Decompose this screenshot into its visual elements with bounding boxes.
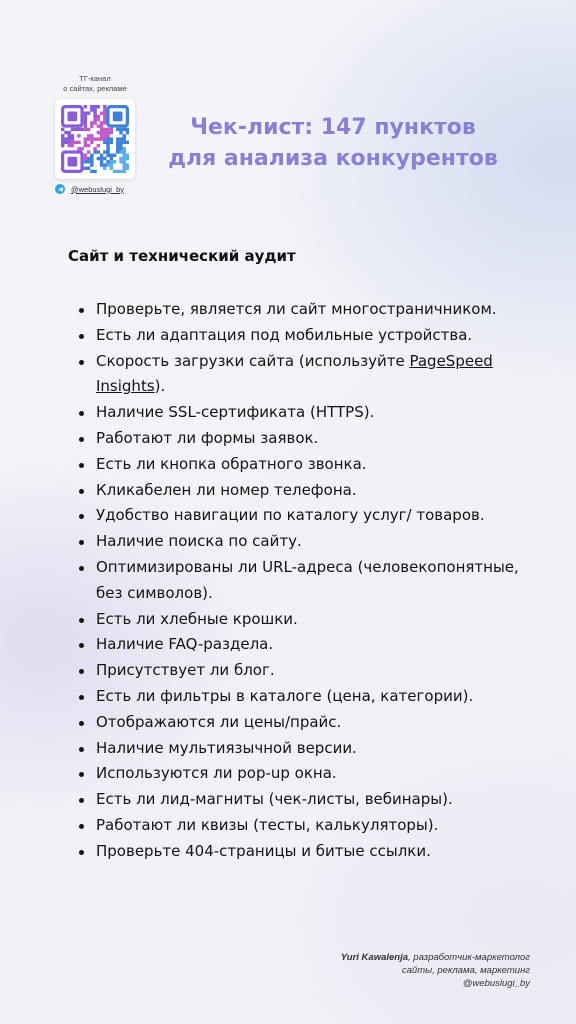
qr-module: [103, 131, 106, 134]
qr-module: [77, 128, 80, 131]
checklist-item: Есть ли хлебные крошки.: [70, 607, 540, 633]
qr-module: [103, 134, 106, 137]
qr-module: [71, 134, 74, 137]
qr-module: [123, 163, 126, 166]
qr-module: [123, 167, 126, 170]
qr-module: [93, 118, 96, 121]
qr-module: [84, 141, 87, 144]
qr-module: [110, 167, 113, 170]
qr-module: [113, 170, 116, 173]
checklist-item: Наличие мультиязычной версии.: [70, 736, 540, 762]
qr-module: [87, 111, 90, 114]
qr-module: [123, 150, 126, 153]
telegram-handle-link[interactable]: @webuslugi_by: [71, 184, 125, 194]
qr-module: [64, 137, 67, 140]
qr-module: [106, 144, 109, 147]
qr-module: [103, 105, 106, 108]
qr-module: [106, 160, 109, 163]
checklist-item: Работают ли формы заявок.: [70, 426, 540, 452]
qr-finder-inner: [113, 111, 123, 121]
qr-module: [103, 157, 106, 160]
qr-module: [84, 137, 87, 140]
qr-module: [123, 137, 126, 140]
qr-module: [84, 111, 87, 114]
checklist-item: Работают ли квизы (тесты, калькуляторы).: [70, 813, 540, 839]
qr-module: [67, 131, 70, 134]
page-title: [158, 112, 508, 174]
qr-module: [90, 154, 93, 157]
qr-module: [93, 108, 96, 111]
qr-module: [71, 128, 74, 131]
qr-module: [93, 170, 96, 173]
qr-module: [116, 147, 119, 150]
qr-module: [106, 150, 109, 153]
qr-module: [103, 121, 106, 124]
author-role: , разработчик-маркетолог: [408, 952, 530, 963]
qr-module: [110, 137, 113, 140]
qr-module: [80, 128, 83, 131]
qr-module: [93, 147, 96, 150]
qr-module: [71, 137, 74, 140]
qr-module: [67, 141, 70, 144]
qr-module: [116, 150, 119, 153]
title-line1: Чек-лист: 147 пунктов: [190, 115, 476, 140]
qr-module: [116, 128, 119, 131]
qr-module: [77, 134, 80, 137]
qr-module: [103, 167, 106, 170]
qr-module: [100, 157, 103, 160]
qr-module: [90, 141, 93, 144]
qr-module: [123, 170, 126, 173]
qr-module: [77, 141, 80, 144]
qr-module: [97, 131, 100, 134]
qr-module: [103, 115, 106, 118]
qr-module: [113, 154, 116, 157]
qr-module: [74, 128, 77, 131]
qr-caption-line1: ТГ-канал: [79, 74, 111, 83]
qr-module: [123, 160, 126, 163]
checklist-item-text: Скорость загрузки сайта (используйте: [96, 351, 410, 370]
qr-module: [106, 134, 109, 137]
qr-module: [103, 108, 106, 111]
qr-module: [106, 141, 109, 144]
checklist-item: Есть ли фильтры в каталоге (цена, категории).: [70, 684, 540, 710]
qr-module: [93, 105, 96, 108]
qr-module: [100, 163, 103, 166]
qr-module: [93, 111, 96, 114]
qr-module: [93, 137, 96, 140]
checklist-item: Оптимизированы ли URL-адреса (человекопонятные, без символов).: [70, 555, 540, 607]
telegram-handle[interactable]: [55, 184, 124, 194]
qr-module: [110, 163, 113, 166]
qr-caption: [50, 74, 140, 94]
qr-module: [90, 108, 93, 111]
qr-module: [87, 160, 90, 163]
checklist-item: Удобство навигации по каталогу услуг/ товаров.: [70, 503, 540, 529]
qr-module: [87, 137, 90, 140]
qr-module: [119, 131, 122, 134]
qr-module: [100, 131, 103, 134]
telegram-icon: [55, 184, 65, 194]
qr-module: [119, 150, 122, 153]
qr-finder-inner: [67, 111, 77, 121]
qr-module: [119, 137, 122, 140]
qr-module: [90, 121, 93, 124]
qr-module: [90, 170, 93, 173]
checklist-item-text: ).: [154, 377, 166, 396]
qr-code-pattern: [61, 105, 129, 173]
qr-module: [103, 150, 106, 153]
qr-module: [61, 134, 64, 137]
checklist-item: Отображаются ли цены/прайс.: [70, 710, 540, 736]
qr-module: [97, 157, 100, 160]
qr-module: [103, 118, 106, 121]
qr-module: [84, 105, 87, 108]
qr-module: [90, 137, 93, 140]
qr-caption-line2: о сайтах, рекламе: [63, 84, 127, 93]
qr-module: [61, 137, 64, 140]
checklist-item: Наличие поиска по сайту.: [70, 529, 540, 555]
qr-module: [90, 160, 93, 163]
qr-module: [123, 128, 126, 131]
qr-module: [74, 141, 77, 144]
qr-module: [123, 154, 126, 157]
qr-module: [116, 170, 119, 173]
qr-module: [119, 144, 122, 147]
qr-module: [116, 141, 119, 144]
qr-module: [67, 137, 70, 140]
qr-module: [103, 137, 106, 140]
qr-module: [119, 157, 122, 160]
qr-module: [123, 141, 126, 144]
qr-module: [61, 128, 64, 131]
checklist-item: Кликабелен ли номер телефона.: [70, 478, 540, 504]
qr-module: [97, 115, 100, 118]
qr-module: [100, 121, 103, 124]
pagespeed-link[interactable]: PageSpeed Insights: [96, 351, 493, 396]
qr-module: [126, 141, 129, 144]
qr-module: [84, 167, 87, 170]
qr-module: [67, 144, 70, 147]
checklist-item: Используются ли pop-up окна.: [70, 761, 540, 787]
qr-module: [97, 150, 100, 153]
qr-module: [110, 141, 113, 144]
qr-module: [100, 160, 103, 163]
qr-module: [106, 128, 109, 131]
qr-module: [80, 147, 83, 150]
qr-module: [106, 131, 109, 134]
qr-module: [106, 154, 109, 157]
signature-line1: [341, 951, 530, 964]
qr-module: [93, 150, 96, 153]
qr-module: [64, 141, 67, 144]
qr-module: [119, 160, 122, 163]
qr-module: [103, 111, 106, 114]
qr-module: [77, 147, 80, 150]
qr-module: [126, 167, 129, 170]
qr-module: [84, 128, 87, 131]
checklist-item: Наличие SSL-сертификата (HTTPS).: [70, 400, 540, 426]
qr-module: [87, 134, 90, 137]
qr-module: [100, 124, 103, 127]
qr-module: [119, 141, 122, 144]
qr-module: [64, 131, 67, 134]
qr-module: [100, 137, 103, 140]
qr-module: [126, 131, 129, 134]
qr-module: [97, 144, 100, 147]
section-heading: Сайт и технический аудит: [68, 247, 296, 265]
qr-module: [87, 157, 90, 160]
qr-module: [84, 115, 87, 118]
qr-module: [113, 160, 116, 163]
qr-module: [84, 118, 87, 121]
qr-module: [116, 137, 119, 140]
checklist-item: Есть ли лид-магниты (чек-листы, вебинары).: [70, 787, 540, 813]
qr-module: [103, 141, 106, 144]
qr-module: [110, 157, 113, 160]
qr-module: [97, 124, 100, 127]
qr-module: [126, 157, 129, 160]
qr-module: [84, 144, 87, 147]
qr-module: [110, 131, 113, 134]
qr-module: [97, 118, 100, 121]
qr-module: [97, 137, 100, 140]
checklist-item: [70, 349, 540, 401]
qr-module: [123, 134, 126, 137]
qr-module: [84, 154, 87, 157]
qr-module: [100, 154, 103, 157]
author-signature: [341, 951, 530, 990]
qr-module: [110, 154, 113, 157]
qr-module: [93, 121, 96, 124]
checklist-item: Присутствует ли блог.: [70, 658, 540, 684]
checklist-item: Проверьте 404-страницы и битые ссылки.: [70, 839, 540, 865]
qr-module: [71, 141, 74, 144]
checklist-item: Проверьте, является ли сайт многостраничником.: [70, 297, 540, 323]
qr-module: [87, 144, 90, 147]
qr-module: [67, 134, 70, 137]
qr-module: [100, 128, 103, 131]
qr-module: [126, 154, 129, 157]
qr-module: [93, 115, 96, 118]
qr-finder-inner: [67, 157, 77, 167]
qr-module: [116, 144, 119, 147]
qr-module: [100, 134, 103, 137]
qr-code[interactable]: [55, 99, 135, 179]
qr-module: [119, 147, 122, 150]
qr-module: [123, 157, 126, 160]
qr-module: [71, 144, 74, 147]
signature-line3: @webuslugi_by: [462, 978, 530, 989]
qr-module: [90, 124, 93, 127]
checklist-item: Есть ли кнопка обратного звонка.: [70, 452, 540, 478]
qr-module: [126, 128, 129, 131]
qr-module: [61, 141, 64, 144]
qr-module: [90, 163, 93, 166]
qr-module: [110, 128, 113, 131]
checklist-item: Наличие FAQ-раздела.: [70, 632, 540, 658]
signature-line2: сайты, реклама, маркетинг: [401, 965, 530, 976]
qr-module: [100, 111, 103, 114]
qr-module: [87, 167, 90, 170]
qr-module: [103, 128, 106, 131]
qr-module: [84, 124, 87, 127]
qr-module: [106, 163, 109, 166]
qr-module: [90, 134, 93, 137]
qr-module: [61, 144, 64, 147]
qr-module: [103, 163, 106, 166]
author-name: Yuri Kawalenja: [340, 952, 409, 963]
qr-module: [119, 128, 122, 131]
title-line2: для анализа конкурентов: [168, 146, 498, 171]
checklist: [70, 297, 540, 865]
qr-module: [97, 105, 100, 108]
checklist-item: Есть ли адаптация под мобильные устройства.: [70, 323, 540, 349]
qr-module: [106, 147, 109, 150]
qr-module: [126, 163, 129, 166]
qr-module: [87, 150, 90, 153]
qr-module: [87, 128, 90, 131]
qr-module: [106, 137, 109, 140]
qr-module: [110, 160, 113, 163]
qr-module: [84, 160, 87, 163]
qr-module: [123, 147, 126, 150]
qr-module: [90, 105, 93, 108]
qr-module: [119, 170, 122, 173]
qr-module: [84, 157, 87, 160]
qr-module: [84, 121, 87, 124]
qr-module: [90, 157, 93, 160]
